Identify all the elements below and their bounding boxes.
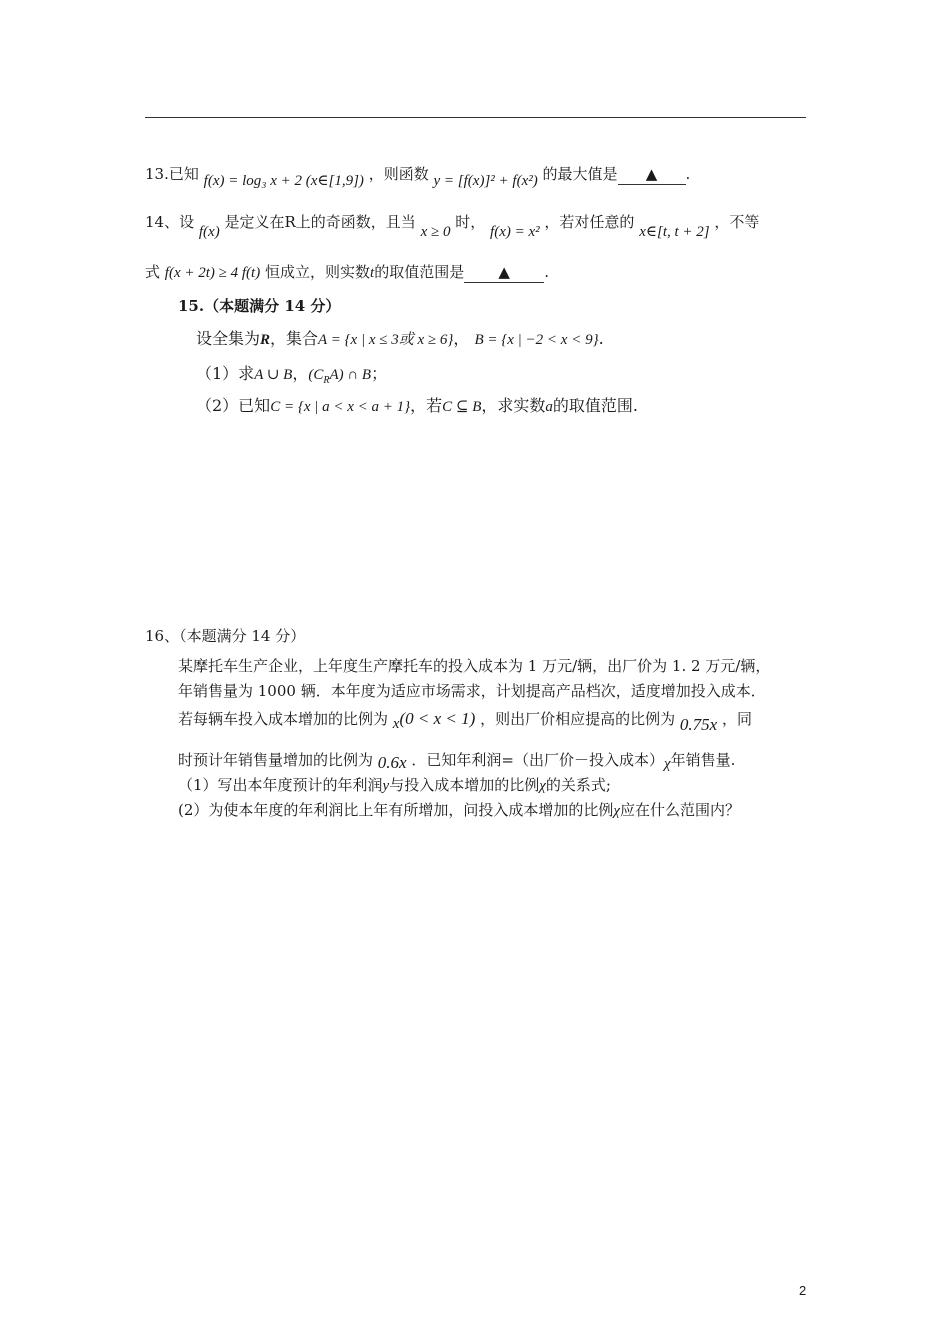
q15-part2-text: （2）已知 <box>196 396 271 415</box>
q15-text: ，集合 <box>270 329 319 348</box>
q14-text: 恒成立，则实数 <box>265 263 371 281</box>
q16-text: ，则出厂价相应提高的比例为 <box>480 710 676 728</box>
q13-number: 13. <box>145 165 169 183</box>
q13-end: . <box>685 165 691 183</box>
q15-union: A ∪ B <box>254 367 293 383</box>
q14-text: ，不等 <box>714 213 760 231</box>
q16-text: 时预计年销售量增加的比例为 <box>178 751 374 769</box>
q16-text: ．已知年利润=（出厂价－投入成本） <box>411 751 664 769</box>
q15-part2-text: ，求实数 <box>481 396 546 415</box>
q13-text: 已知 <box>168 165 199 183</box>
q15-part-2 <box>196 396 638 417</box>
q16-title: 16、（本题满分 14 分） <box>145 627 306 645</box>
q13-text: 的最大值是 <box>542 165 618 183</box>
q16-line-4 <box>178 750 735 771</box>
q14-text: 式 <box>145 263 161 281</box>
q14-end: . <box>544 263 549 281</box>
q15-part1-text: ； <box>371 364 388 383</box>
q14-answer-blank: ▲ <box>464 262 544 283</box>
q14-text: 时， <box>455 213 486 231</box>
q16-line-3 <box>178 709 752 734</box>
q15-subset: C ⊆ B <box>442 399 482 415</box>
q15-part2-text: ，若 <box>410 396 443 415</box>
q15-a: a <box>545 399 553 415</box>
q15-set-a: A = {x | x ≤ 3或 x ≥ 6} <box>318 332 454 348</box>
question-14-line1 <box>145 212 760 240</box>
q16-part1-text: （1）写出本年度预计的年利润 <box>178 776 383 794</box>
q13-answer-blank: ▲ <box>618 164 686 185</box>
q16-part-2 <box>178 800 740 821</box>
q14-interval: x∈[t, t + 2] <box>639 224 710 240</box>
q15-part2-text: 的取值范围. <box>552 396 638 415</box>
q15-universal-set: R <box>260 332 271 348</box>
q14-fx: f(x) <box>198 224 220 240</box>
q16-part1-text: 与投入成本增加的比例 <box>389 776 540 794</box>
q14-fx-def: f(x) = x² <box>490 224 540 240</box>
q16-chi: χ <box>663 756 671 772</box>
q15-set-b: B = {x | −2 < x < 9} <box>474 332 599 348</box>
q14-text: 是定义在R上的奇函数，且当 <box>224 213 416 231</box>
q15-part1-text: ， <box>292 364 309 383</box>
q16-chi: χ <box>613 803 621 819</box>
q15-intersection: A) ∩ B <box>329 367 372 383</box>
q14-inequality: f(x + 2t) ≥ 4 f(t) <box>164 265 261 281</box>
q15-text: ， <box>453 329 470 348</box>
q16-part2-text: (2）为使本年度的年利润比上年有所增加，问投入成本增加的比例 <box>178 801 614 819</box>
q16-x: x <box>392 716 400 732</box>
header-rule <box>145 117 806 118</box>
q15-text: 设全集为 <box>196 329 261 348</box>
q13-function-def: f(x) = log₃ x + 2 (x∈[1,9]) <box>203 173 364 189</box>
q16-y: y <box>382 778 390 794</box>
q15-part1-text: （1）求 <box>196 364 255 383</box>
q13-function-y: y = [f(x)]² + f(x²) <box>433 173 538 189</box>
q16-sales-ratio: 0.6x <box>377 753 407 772</box>
q16-line-1: 某摩托车生产企业，上年度生产摩托车的投入成本为 1 万元/辆，出厂价为 1. 2 万元/辆， <box>178 657 771 675</box>
q15-part-1 <box>196 364 387 391</box>
q16-part-1 <box>178 775 611 796</box>
q16-range: (0 < x < 1) <box>399 709 476 728</box>
q13-text: ，则函数 <box>368 165 429 183</box>
q16-chi: χ <box>539 778 546 794</box>
question-14-line2 <box>145 262 549 283</box>
q15-text: . <box>598 329 604 348</box>
q16-text: 若每辆车投入成本增加的比例为 <box>178 710 389 728</box>
page-number: 2 <box>799 1283 807 1298</box>
q14-condition: x ≥ 0 <box>420 224 451 240</box>
q14-text: 设 <box>179 213 195 231</box>
q16-part2-text: 应在什么范围内？ <box>620 801 741 819</box>
q15-title: 15.（本题满分 14 分） <box>178 297 341 315</box>
q16-price-ratio: 0.75x <box>679 715 718 734</box>
q15-set-c: C = {x | a < x < a + 1} <box>270 399 411 415</box>
q15-statement <box>196 329 604 350</box>
question-13 <box>145 164 691 189</box>
q14-text: ，若对任意的 <box>544 213 635 231</box>
q14-t: t <box>370 265 375 281</box>
q16-text: ，同 <box>721 710 752 728</box>
q16-line-2: 年销售量为 1000 辆．本年度为适应市场需求，计划提高产品档次，适度增加投入成本． <box>178 682 766 700</box>
q14-number: 14、 <box>145 213 180 231</box>
q15-complement: (C <box>308 367 324 383</box>
q14-text: 的取值范围是 <box>374 263 465 281</box>
q16-part1-text: 的关系式; <box>545 776 611 794</box>
q16-text: 年销售量. <box>670 751 736 769</box>
q15-complement-sub: R <box>323 375 330 387</box>
